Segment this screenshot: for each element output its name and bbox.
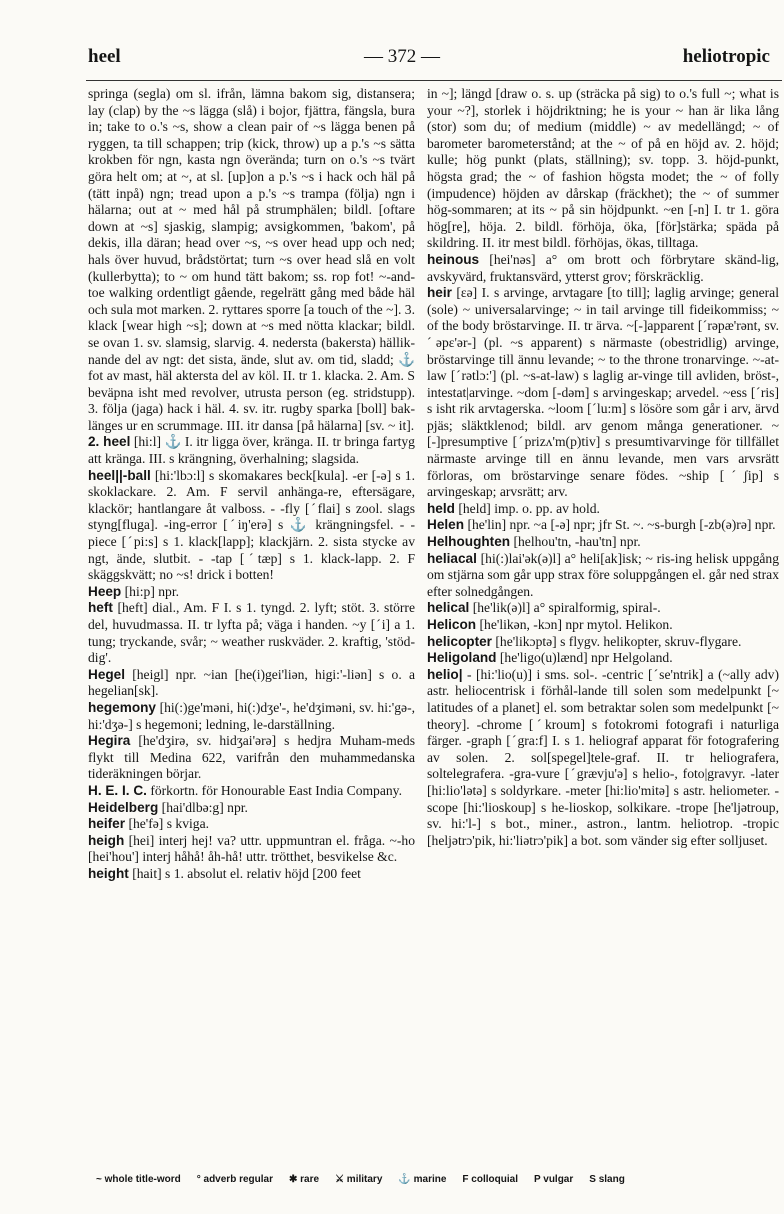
page-number: — 372 — <box>364 46 440 67</box>
entry-definition: [he'likən, -kɔn] npr mytol. Helikon. <box>479 617 673 632</box>
entry-headword: heir <box>427 285 452 301</box>
entry-headword: heifer <box>88 816 126 832</box>
entry-headword: Hegira <box>88 733 131 749</box>
entry-definition: - [hi:'lio(u)] i sms. sol-. -centric [ˊse'ntrik] a (~ally adv) astr. heliocentrisk i förhål-lande till solen som medelpunkt [~ latitudes of a planet] el. som betraktar solen som medelpunkt [~ theory]. -chrome [ˊkroum] s fotokromi fotografi i naturliga färger. -graph [ˊgra:f] I. s 1. heliograf apparat för fotografering av solen. 2. sol[spegel]tele-graf. II. tr heliografera, soltelegrafera. -gra-vure [ˊgrævju'ə] s helio-, foto|gravyr. -later [hi:lio'lətə] s soldyrkare. -meter [hi:lio'mitə] s astr. heliometer. -scope [hi:'lioskoup] s he-lioskop, solkikare. -trope [he'ljətroup, sv. hi:'l-] s bot., miner., astron., lantm. heliotrop. -tropic [heljətrɔ'pik, hi:'liətrɔ'pik] a bot. som vänder sig efter solljuset. <box>427 666 779 848</box>
entry-definition: [hei'nəs] a° om brott och förbrytare skänd-lig, avskyvärd, fruktansvärd, ytterst grov; förskräcklig. <box>427 251 779 284</box>
legend-item: ~ whole title-word <box>96 1174 181 1185</box>
entry-headword: Helicon <box>427 617 477 632</box>
entry-definition: [held] imp. o. pp. av hold. <box>458 500 600 516</box>
entry-definition: [hi:p] npr. <box>124 583 180 599</box>
dictionary-entry <box>427 600 779 617</box>
entry-definition: [hei] interj hej! va? uttr. uppmuntran el. fråga. ~-ho [hei'hou'] interj håhå! åh-hå! uttr. trötthet, besvikelse &c. <box>88 832 415 865</box>
entry-headword: helicopter <box>427 633 492 649</box>
entry-definition: [he'lin] npr. ~a [-ə] npr; jfr St. ~. ~s-burgh [-zb(ə)rə] npr. <box>467 517 776 533</box>
entry-definition: [he'fə] s kviga. <box>128 816 210 832</box>
entry-definition: in ~]; längd [draw o. s. up (sträcka på sig) to o.'s full ~; what is your ~?], storlek i höjdriktning; he is your ~ han är lika lång (stor) som du; of medium (middle) ~ av medellängd; ~ of barometer barometerstånd; at the ~ of på en höjd av. 2. höjd; kulle; hög punkt (plats, ställning); sv. topp. 3. höjd-punkt, högsta grad; the ~ of fashion högsta modet; the ~ of folly (impudence) höjden av dårskap (fräckhet); the ~ of summer hög-sommaren; at its ~ på sin höjdpunkt. ~en [-n] I. tr 1. göra hög[re], höja. 2. bildl. förhöja, öka, [för]stärka; späda på skildring. II. itr mest bildl. förhöjas, ökas, tilltaga. <box>427 86 779 251</box>
entry-headword: helical <box>427 600 470 616</box>
legend-item: ✱ rare <box>288 1174 320 1185</box>
entry-headword: held <box>427 500 455 516</box>
entry-headword: Hegel <box>88 666 126 682</box>
entry-definition: [hait] s 1. absolut el. relativ höjd [200 feet <box>132 865 361 881</box>
page-header <box>88 40 784 76</box>
dictionary-entry <box>427 634 779 651</box>
legend-item: F colloquial <box>462 1174 518 1185</box>
entry-definition: [hi(:)lai'ək(ə)l] a° heli[ak]isk; ~ ris-ing helisk uppgång om stjärna som går upp strax före soluppgången el. går ned strax efter solnedgången. <box>427 550 779 599</box>
dictionary-entry <box>88 700 415 733</box>
dictionary-entry <box>427 667 779 850</box>
entry-headword: Helhoughten <box>427 534 511 550</box>
entry-definition: [hi:'lbɔ:l] s skomakares beck[kula]. -er [-ə] s 1. skoklackare. 2. Am. F servil anhänga-re, eftersägare, klackör; hantlangare åt valboss. - -fly [ˊflai] s zool. slags styng[fluga]. -ing-error [ˊiŋ'erə] s ⚓ krängningsfel. - -piece [ˊpi:s] s 1. klack[lapp]; klackjärn. 2. sista stycke av ngt, ände, slutbit. - -tap [ˊtæp] s 1. klack-lapp. 2. F skäggskvätt; no ~s! drick i botten! <box>88 467 415 583</box>
entry-headword: height <box>88 865 129 881</box>
dictionary-entry <box>88 800 415 817</box>
dictionary-entry <box>427 86 779 252</box>
entry-headword: heliacal <box>427 550 477 566</box>
entry-definition: [he'ligo(u)lænd] npr Helgoland. <box>499 650 673 666</box>
dictionary-entry <box>88 584 415 601</box>
entry-headword: H. E. I. C. <box>88 782 147 798</box>
entry-definition: förkortn. för Honourable East India Company. <box>150 782 402 798</box>
dictionary-entry <box>427 650 779 667</box>
entry-headword: 2. heel <box>88 434 131 450</box>
entry-headword: heft <box>88 600 113 616</box>
dictionary-entry <box>88 667 415 700</box>
dictionary-entry <box>88 866 415 883</box>
entry-headword: heigh <box>88 832 125 848</box>
entry-headword: Heidelberg <box>88 799 159 815</box>
entry-definition: [helhou'tn, -hau'tn] npr. <box>513 534 641 550</box>
entry-headword: helio| <box>427 666 463 682</box>
entry-headword: heel||-ball <box>88 467 151 483</box>
dictionary-entry <box>427 534 779 551</box>
dictionary-entry <box>427 517 779 534</box>
entry-definition: [hai'dlbə:g] npr. <box>161 799 248 815</box>
entry-definition: [he'likɔptə] s flygv. helikopter, skruv-flygare. <box>495 633 742 649</box>
legend-item: ⚓ marine <box>398 1174 447 1185</box>
legend-item: P vulgar <box>533 1174 574 1185</box>
entry-headword: Heligoland <box>427 650 497 666</box>
entry-definition: springa (segla) om sl. ifrån, lämna bakom sig, distansera; lay (clap) by the ~s lägga (slå) i bojor, fjättra, fängsla, bura in; take to o.'s ~s, show a clean pair of ~s lägga benen på ryggen, ta till schappen; trip (kick, throw) up a p.'s ~s sätta krokben för ngn, kasta ngn överända; turn on o.'s ~s tvärt göra helt om; at ~, at sl. [up]on a p.'s ~s i hack och häl på (tätt inpå) ngn; tread upon a p.'s ~s trampa (följa) ngn i hälarna; out at ~ med hål på strumphälen; bildl. [oftare down at ~s] sjaskig, slampig; avsigkommen, 'bakom', på dekis, illa däran; head over ~s, ~s over head upp och ned; hals över huvud, brådstörtat; turn ~s over head slå en volt (kullerbytta); to ~ om hund tätt bakom; ss. rop fot! ~-and-toe walking ordentligt gående, regelrätt gång med både häl och sula mot marken. 2. ryttares sporre [a touch of the ~]. 3. klack [wear high ~s]; down at ~s med nötta klackar; bildl. se ovan 1. sv. slamsig, slarvig. 4. nedersta (bakersta) hällik-nande del av ngt: det sista, ände, slut av. om tid, sladd; ⚓ fot av mast, häl aktersta del av köl. II. tr 1. klacka. 2. Am. S beväpna isht med revolver, utrusta person (eg. stridstupp). 3. följa (jaga) hack i häl. 4. sv. itr. rugby sparka [boll] bak-länges ur en scrummage. III. itr dansa [på hälarna] [sv. ~ it]. <box>88 86 415 433</box>
dictionary-entry <box>88 434 415 467</box>
entry-definition: [heft] dial., Am. F I. s 1. tyngd. 2. lyft; stöt. 3. större del, huvudmassa. II. tr lyfta på; väga i handen. ~y [ˊi] a 1. tung; tryckande, svår; ~ weather ruskväder. 2. kraftig, 'stöd-dig'. <box>88 600 415 666</box>
dictionary-entry <box>88 468 415 584</box>
dictionary-entry <box>427 252 779 285</box>
dictionary-entry <box>88 833 415 866</box>
entry-definition: [hi:l] ⚓ I. itr ligga över, kränga. II. tr bringa fartyg att kränga. III. s krängning, överhalning; slagsida. <box>88 434 415 467</box>
entry-definition: [he'dʒirə, sv. hidʒai'ərə] s hedjra Muham-meds flykt till Medina 622, varifrån den muhammedanska tideräkningen börjar. <box>88 733 415 782</box>
entry-definition: [ɛə] I. s arvinge, arvtagare [to till]; laglig arvinge; general (sole) ~ universalarvinge; ~ in tail arvinge till fideikommiss; ~ of the body bröstarvinge. II. tr ärva. ~[-]apparent [ˊrəpæ'rənt, sv. ˊəpɛ'ər-] (pl. ~s apparent) s närmaste (obestridlig) arvinge, bröstarvinge till ännu levande; ~ to the throne tronarvinge. ~-at-law [ˊrətlɔ:'] (pl. ~s-at-law) s laglig ar-vinge till avliden, bröst-, intestat|arvinge. ~dom [-dəm] s arvingeskap; arvedel. ~ess [ˊris] s isht rik arvtagerska. ~loom [ˊlu:m] s lösöre som går i arv, ärvd pjäs; släktklenod; bildl. arv genom många generationer. ~[-]presumptive [ˊprizʌ'm(p)tiv] s presumtivarvinge för tillfället närmaste arvinge till en ännu levande, men vars arvsrätt förloras, om bröstarvinge senare födes. ~ship [ˊʃip] s arvingeskap; arvsrätt; arv. <box>427 285 779 500</box>
dictionary-entry <box>427 501 779 518</box>
dictionary-entry <box>427 551 779 601</box>
entry-headword: hegemony <box>88 699 156 715</box>
dictionary-entry <box>88 783 415 800</box>
dictionary-entry <box>427 617 779 634</box>
entry-headword: heinous <box>427 251 480 267</box>
entry-definition: [heigl] npr. ~ian [he(i)gei'liən, higi:'-liən] s o. a hegelian[sk]. <box>88 666 415 699</box>
dictionary-entry <box>88 86 415 434</box>
dictionary-entry <box>427 285 779 501</box>
dictionary-entry <box>88 733 415 783</box>
entry-headword: Helen <box>427 517 465 533</box>
legend-item: S slang <box>589 1174 625 1185</box>
dictionary-entry <box>88 600 415 666</box>
entry-headword: Heep <box>88 583 122 599</box>
legend-item: ° adverb regular <box>196 1174 273 1185</box>
entry-definition: [hi(:)ge'məni, hi(:)dʒe'-, he'dʒiməni, sv. hi:'gə-, hi:'dʒə-] s hegemoni; ledning, le-darställning. <box>88 699 415 732</box>
header-rule <box>86 80 782 81</box>
abbreviation-legend <box>96 1174 776 1185</box>
entry-definition: [he'lik(ə)l] a° spiralformig, spiral-. <box>472 600 661 616</box>
legend-item: ⚔ military <box>335 1174 383 1185</box>
header-left-guideword: heel <box>88 46 121 67</box>
dictionary-entry <box>88 816 415 833</box>
header-right-guideword: heliotropic <box>682 46 770 67</box>
right-column <box>427 86 779 849</box>
left-column <box>88 86 415 883</box>
